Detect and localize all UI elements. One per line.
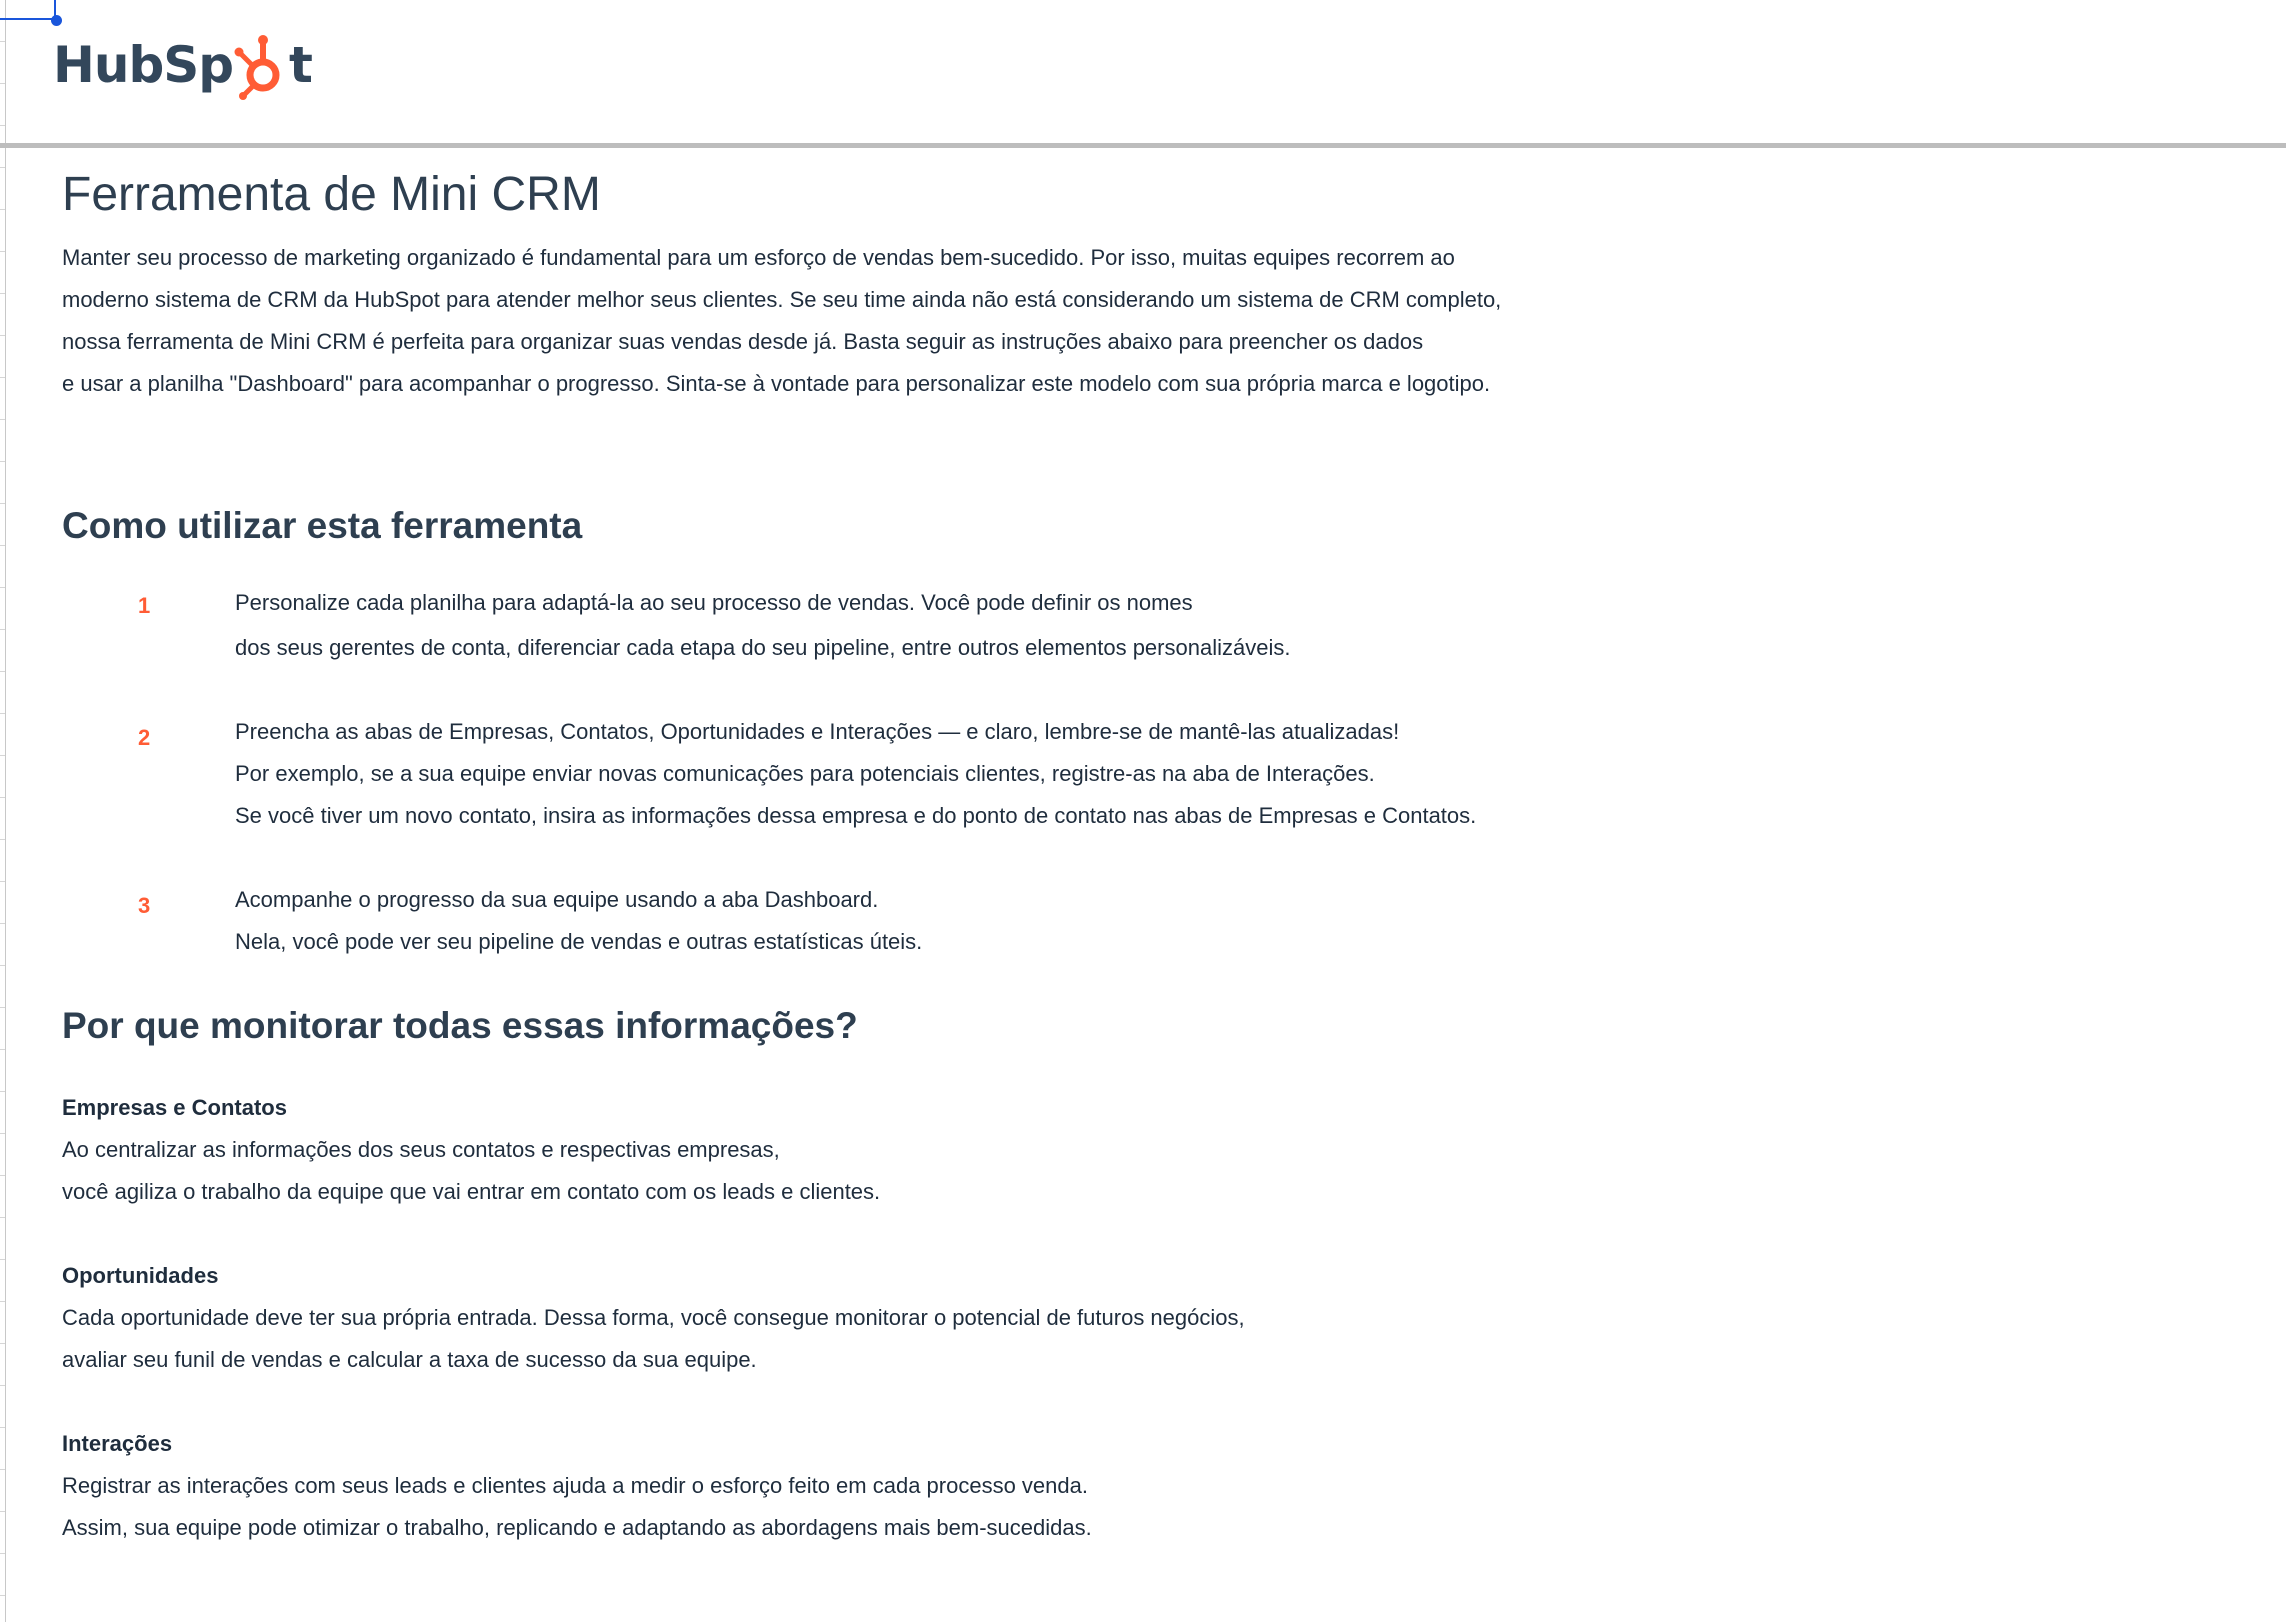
row-header-strip: [0, 0, 6, 1622]
logo-wordmark-left: HubSp: [53, 36, 234, 94]
logo-header-row: [0, 0, 2286, 145]
intro-line: Manter seu processo de marketing organizado é fundamental para um esforço de vendas bem-sucedido. Por isso, muitas equipes recorrem ao: [62, 245, 1455, 270]
section-line: avaliar seu funil de vendas e calcular a taxa de sucesso da sua equipe.: [62, 1347, 757, 1372]
section-line: Cada oportunidade deve ter sua própria entrada. Dessa forma, você consegue monitorar o potencial de futuros negócios,: [62, 1305, 1245, 1330]
intro-line: nossa ferramenta de Mini CRM é perfeita para organizar suas vendas desde já. Basta seguir as instruções abaixo para preencher os dados: [62, 329, 1424, 354]
intro-line: e usar a planilha "Dashboard" para acompanhar o progresso. Sinta-se à vontade para personalizar este modelo com sua própria marca e logotipo.: [62, 371, 1491, 396]
how-to-heading: Como utilizar esta ferramenta: [62, 505, 583, 546]
section-line: Registrar as interações com seus leads e clientes ajuda a medir o esforço feito em cada processo venda.: [62, 1473, 1088, 1498]
step-text: [235, 879, 922, 963]
instructions-content: [62, 165, 1662, 1549]
intro-line: moderno sistema de CRM da HubSpot para atender melhor seus clientes. Se seu time ainda não está considerando um sistema de CRM completo,: [62, 287, 1502, 312]
page-title: Ferramenta de Mini CRM: [62, 168, 601, 221]
section-line: Ao centralizar as informações dos seus contatos e respectivas empresas,: [62, 1137, 780, 1162]
why-section: [62, 1087, 1662, 1213]
why-section: [62, 1423, 1662, 1549]
section-subtitle: Empresas e Contatos: [62, 1095, 287, 1120]
step-item: [62, 579, 1662, 669]
section-subtitle: Interações: [62, 1431, 173, 1456]
step-line: Preencha as abas de Empresas, Contatos, Oportunidades e Interações — e claro, lembre-se de mantê-las atualizadas!: [235, 719, 1400, 744]
step-line: dos seus gerentes de conta, diferenciar cada etapa do seu pipeline, entre outros elementos personalizáveis.: [235, 635, 1291, 660]
hubspot-logo: [53, 30, 312, 100]
step-number: 2: [138, 725, 151, 750]
logo-wordmark-right: t: [289, 36, 312, 94]
step-number: 3: [138, 893, 151, 918]
step-number: 1: [138, 593, 151, 618]
step-line: Por exemplo, se a sua equipe enviar novas comunicações para potenciais clientes, registre-as na aba de Interações.: [235, 761, 1375, 786]
intro-paragraph: [62, 237, 1662, 405]
steps-list: [62, 579, 1662, 963]
step-line: Nela, você pode ver seu pipeline de vendas e outras estatísticas úteis.: [235, 929, 923, 954]
why-heading: Por que monitorar todas essas informações?: [62, 1005, 858, 1046]
step-line: Personalize cada planilha para adaptá-la ao seu processo de vendas. Você pode definir os nomes: [235, 590, 1193, 615]
why-section: [62, 1255, 1662, 1381]
step-item: [62, 879, 1662, 963]
step-item: [62, 711, 1662, 837]
section-line: Assim, sua equipe pode otimizar o trabalho, replicando e adaptando as abordagens mais bem-sucedidas.: [62, 1515, 1092, 1540]
step-text: [235, 711, 1476, 837]
section-line: você agiliza o trabalho da equipe que vai entrar em contato com os leads e clientes.: [62, 1179, 881, 1204]
section-subtitle: Oportunidades: [62, 1263, 219, 1288]
step-line: Acompanhe o progresso da sua equipe usando a aba Dashboard.: [235, 887, 879, 912]
step-line: Se você tiver um novo contato, insira as informações dessa empresa e do ponto de contato nas abas de Empresas e Contatos.: [235, 803, 1477, 828]
hubspot-sprocket-icon: [233, 30, 289, 100]
frozen-row-divider[interactable]: [0, 143, 2286, 148]
step-text: [235, 579, 1290, 669]
